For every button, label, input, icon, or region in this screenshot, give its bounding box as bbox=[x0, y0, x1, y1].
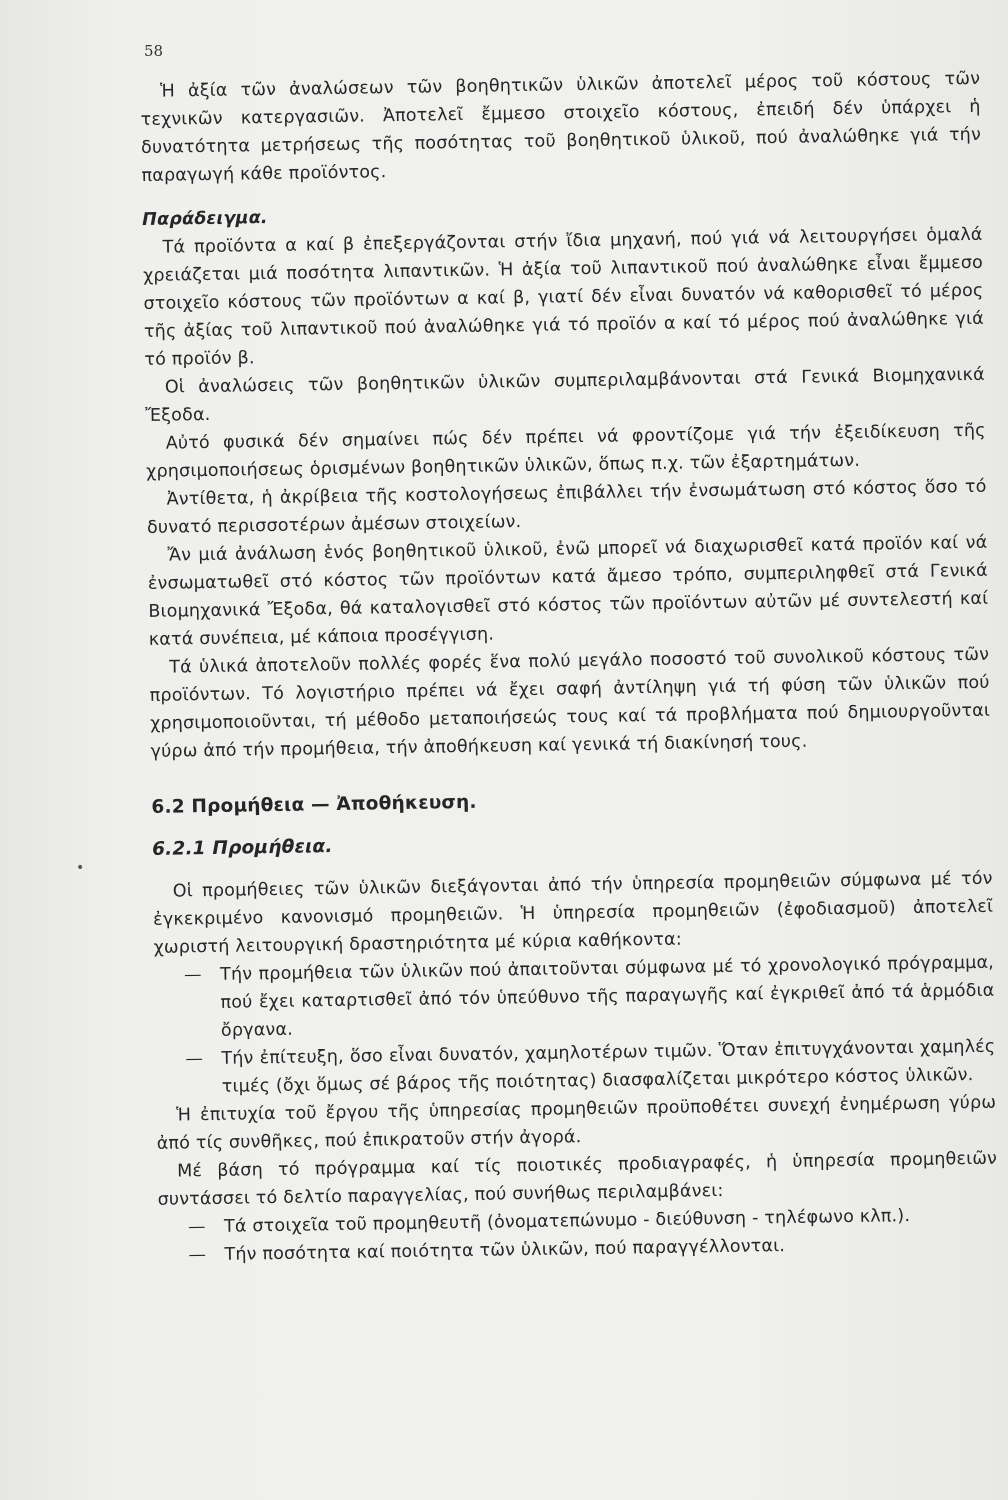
paragraph: Οἱ προμήθειες τῶν ὑλικῶν διεξάγονται ἀπό τήν ὑπηρεσία προμηθειῶν σύμφωνα μέ τόν ἐγκεκριμένο κανονισμό προμηθειῶν. Ἡ ὑπηρεσία προμηθειῶν (ἐφοδιασμοῦ) ἀποτελεῖ χωριστή λειτουργική δραστηριότητα μέ κύρια καθήκοντα: bbox=[153, 868, 994, 958]
list-item: — Τήν ποσότητα καί ποιότητα τῶν ὑλικῶν, πού παραγγέλλονται. bbox=[188, 1229, 998, 1270]
paragraph: Τά προϊόντα α καί β ἐπεξεργάζονται στήν ἴδια μηχανή, πού γιά νά λειτουργήσει ὁμαλά χρειάζεται μιά ποσότητα λιπαντικῶν. Ἡ ἀξία τοῦ λιπαντικοῦ πού ἀναλώθηκε εἶναι ἔμμεσο στοιχεῖο κόστους τῶν προϊόντων α καί β, γιατί δέν εἶναι δυνατόν νά καθορισθεῖ τό μέρος τῆς ἀξίας τοῦ λιπαντικοῦ πού ἀναλώθηκε γιά τό προϊόν α καί τό μέρος πού ἀναλώθηκε γιά τό προϊόν β. bbox=[142, 224, 985, 370]
paragraph: Ἡ ἀξία τῶν ἀναλώσεων τῶν βοηθητικῶν ὑλικῶν ἀποτελεῖ μέρος τοῦ κόστους τῶν τεχνικῶν κατεργασιῶν. Ἀποτελεῖ ἔμμεσο στοιχεῖο κόστους, ἐπειδή δέν ὑπάρχει ἡ δυνατότητα μετρήσεως τῆς ποσότητας τοῦ βοηθητικοῦ ὑλικοῦ, πού ἀναλώθηκε γιά τήν παραγωγή κάθε προϊόντος. bbox=[140, 68, 982, 186]
order-contents-list bbox=[158, 1201, 999, 1270]
list-item: — Τήν ἐπίτευξη, ὅσο εἶναι δυνατόν, χαμηλοτέρων τιμῶν. Ὅταν ἐπιτυγχάνονται χαμηλές τιμές (ὄχι ὅμως σέ βάρος τῆς ποιότητας) διασφαλίζεται μικρότερο κόστος ὑλικῶν. bbox=[185, 1033, 996, 1102]
paragraph: Ἄν μιά ἀνάλωση ἑνός βοηθητικοῦ ὑλικοῦ, ἐνῶ μπορεῖ νά διαχωρισθεῖ κατά προϊόν καί νά ἐνσωματωθεῖ στό κόστος τῶν προϊόντων κατά ἄμεσο τρόπο, συμπεριληφθεῖ στά Γενικά Βιομηχανικά Ἔξοδα, θά καταλογισθεῖ στό κόστος τῶν προϊόντων αὐτῶν μέ συντελεστή καί κατά συνέπεια, μέ κάποια προσέγγιση. bbox=[147, 532, 989, 650]
paragraph: Τά ὑλικά ἀποτελοῦν πολλές φορές ἕνα πολύ μεγάλο ποσοστό τοῦ συνολικοῦ κόστους τῶν προϊόντων. Τό λογιστήριο πρέπει νά ἔχει σαφή ἀντίληψη γιά τή φύση τῶν ὑλικῶν πού χρησιμοποιοῦνται, τή μέθοδο μεταποιήσεώς τους καί τά προβλήματα πού δημιουργοῦνται γύρω ἀπό τήν προμήθεια, τήν ἀποθήκευση καί γενικά τή διακίνησή τους. bbox=[149, 644, 991, 762]
example-label: Παράδειγμα. bbox=[142, 208, 268, 230]
list-item: — Τήν προμήθεια τῶν ὑλικῶν πού ἀπαιτοῦνται σύμφωνα μέ τό χρονολογικό πρόγραμμα, πού ἔχει καταρτισθεῖ ἀπό τόν ὑπεύθυνο τῆς παραγωγῆς καί ἐγκριθεῖ ἀπό τά ἁρμόδια ὄργανα. bbox=[184, 949, 995, 1046]
paragraph: Οἱ ἀναλώσεις τῶν βοηθητικῶν ὑλικῶν συμπεριλαμβάνονται στά Γενικά Βιομηχανικά Ἔξοδα. bbox=[145, 364, 985, 426]
list-item: — Τά στοιχεῖα τοῦ προμηθευτῆ (ὀνοματεπώνυμο - διεύθυνση - τηλέφωνο κλπ.). bbox=[188, 1201, 998, 1242]
subsection-heading: 6.2.1 Προμήθεια. bbox=[151, 836, 333, 860]
paragraph: Μέ βάση τό πρόγραμμα καί τίς ποιοτικές προδιαγραφές, ἡ ὑπηρεσία προμηθειῶν συντάσσει τό δελτίο παραγγελίας, πού συνήθως περιλαμβάνει: bbox=[157, 1148, 998, 1210]
page-number: 58 bbox=[144, 42, 164, 60]
page-content bbox=[140, 65, 999, 1270]
paragraph: Αὐτό φυσικά δέν σημαίνει πώς δέν πρέπει νά φροντίζομε γιά τήν ἐξειδίκευση τῆς χρησιμοποιήσεως ὁρισμένων βοηθητικῶν ὑλικῶν, ὅπως π.χ. τῶν ἐξαρτημάτων. bbox=[146, 420, 986, 482]
margin-dot: • bbox=[76, 860, 85, 876]
section-heading: 6.2 Προμήθεια — Ἀποθήκευση. bbox=[151, 791, 477, 818]
duties-list bbox=[154, 949, 996, 1102]
paragraph: Ἡ ἐπιτυχία τοῦ ἔργου τῆς ὑπηρεσίας προμηθειῶν προϋποθέτει συνεχή ἐνημέρωση γύρω ἀπό τίς συνθῆκες, πού ἐπικρατοῦν στήν ἀγορά. bbox=[156, 1092, 997, 1154]
paragraph: Ἀντίθετα, ἡ ἀκρίβεια τῆς κοστολογήσεως ἐπιβάλλει τήν ἐνσωμάτωση στό κόστος ὅσο τό δυνατό περισσοτέρων ἀμέσων στοιχείων. bbox=[146, 476, 987, 538]
